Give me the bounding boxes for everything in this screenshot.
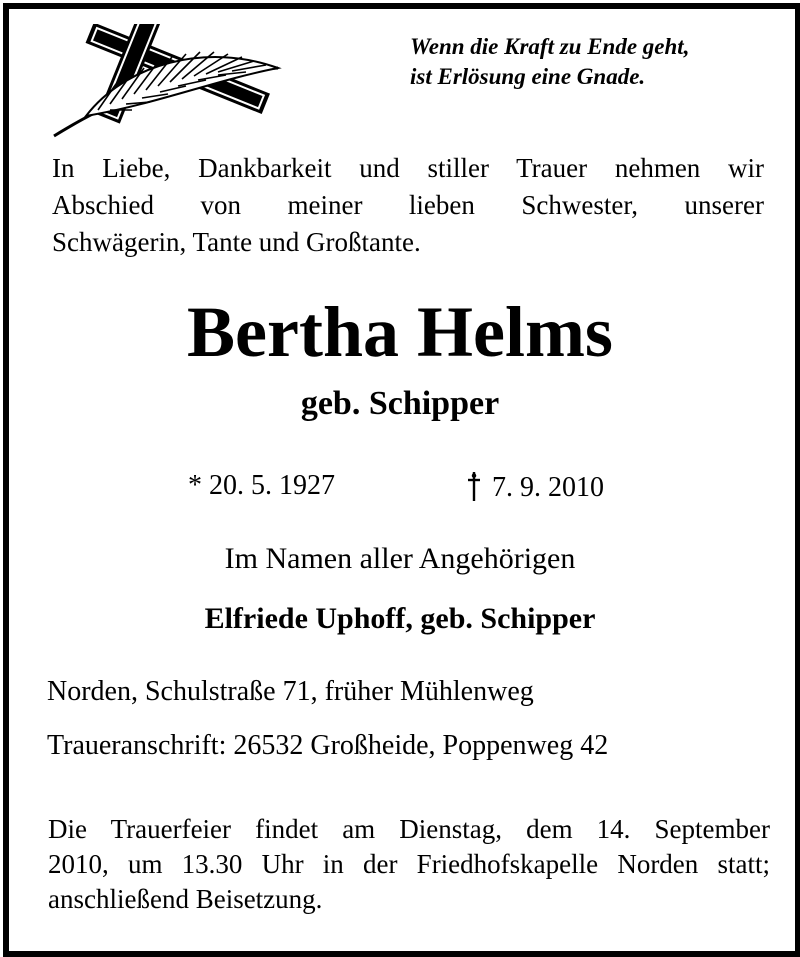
- behalf-line: Im Namen aller Angehörigen: [224, 542, 576, 575]
- intro-line-3: Schwägerin, Tante und Großtante.: [52, 227, 421, 257]
- small-cross-icon: [466, 470, 482, 502]
- intro-line-1: In Liebe, Dankbarkeit und stiller Trauer nehmen wir: [52, 153, 764, 183]
- mourning-address: Traueranschrift: 26532 Großheide, Poppenweg 42: [47, 730, 609, 761]
- cross-with-palm-branch-icon: [46, 24, 284, 142]
- motto-line-2: ist Erlösung eine Gnade.: [410, 64, 646, 89]
- intro-text: [52, 150, 764, 261]
- signer-name: Elfriede Uphoff, geb. Schipper: [204, 602, 596, 635]
- motto: [410, 32, 689, 92]
- service-line-3: anschließend Beisetzung.: [48, 884, 323, 914]
- motto-line-1: Wenn die Kraft zu Ende geht,: [410, 34, 690, 59]
- birth-date: * 20. 5. 1927: [188, 470, 335, 501]
- deceased-name: Bertha Helms: [187, 292, 613, 372]
- service-line-1: Die Trauerfeier findet am Dienstag, dem 14. September: [48, 814, 770, 844]
- death-date: 7. 9. 2010: [492, 472, 604, 503]
- death-date-group: [466, 470, 604, 504]
- residence-address: Norden, Schulstraße 71, früher Mühlenweg: [47, 676, 534, 707]
- service-text: [48, 812, 770, 917]
- intro-line-2: Abschied von meiner lieben Schwester, unserer: [52, 190, 764, 220]
- service-line-2: 2010, um 13.30 Uhr in der Friedhofskapelle Norden statt;: [48, 849, 770, 879]
- maiden-name: geb. Schipper: [300, 385, 500, 422]
